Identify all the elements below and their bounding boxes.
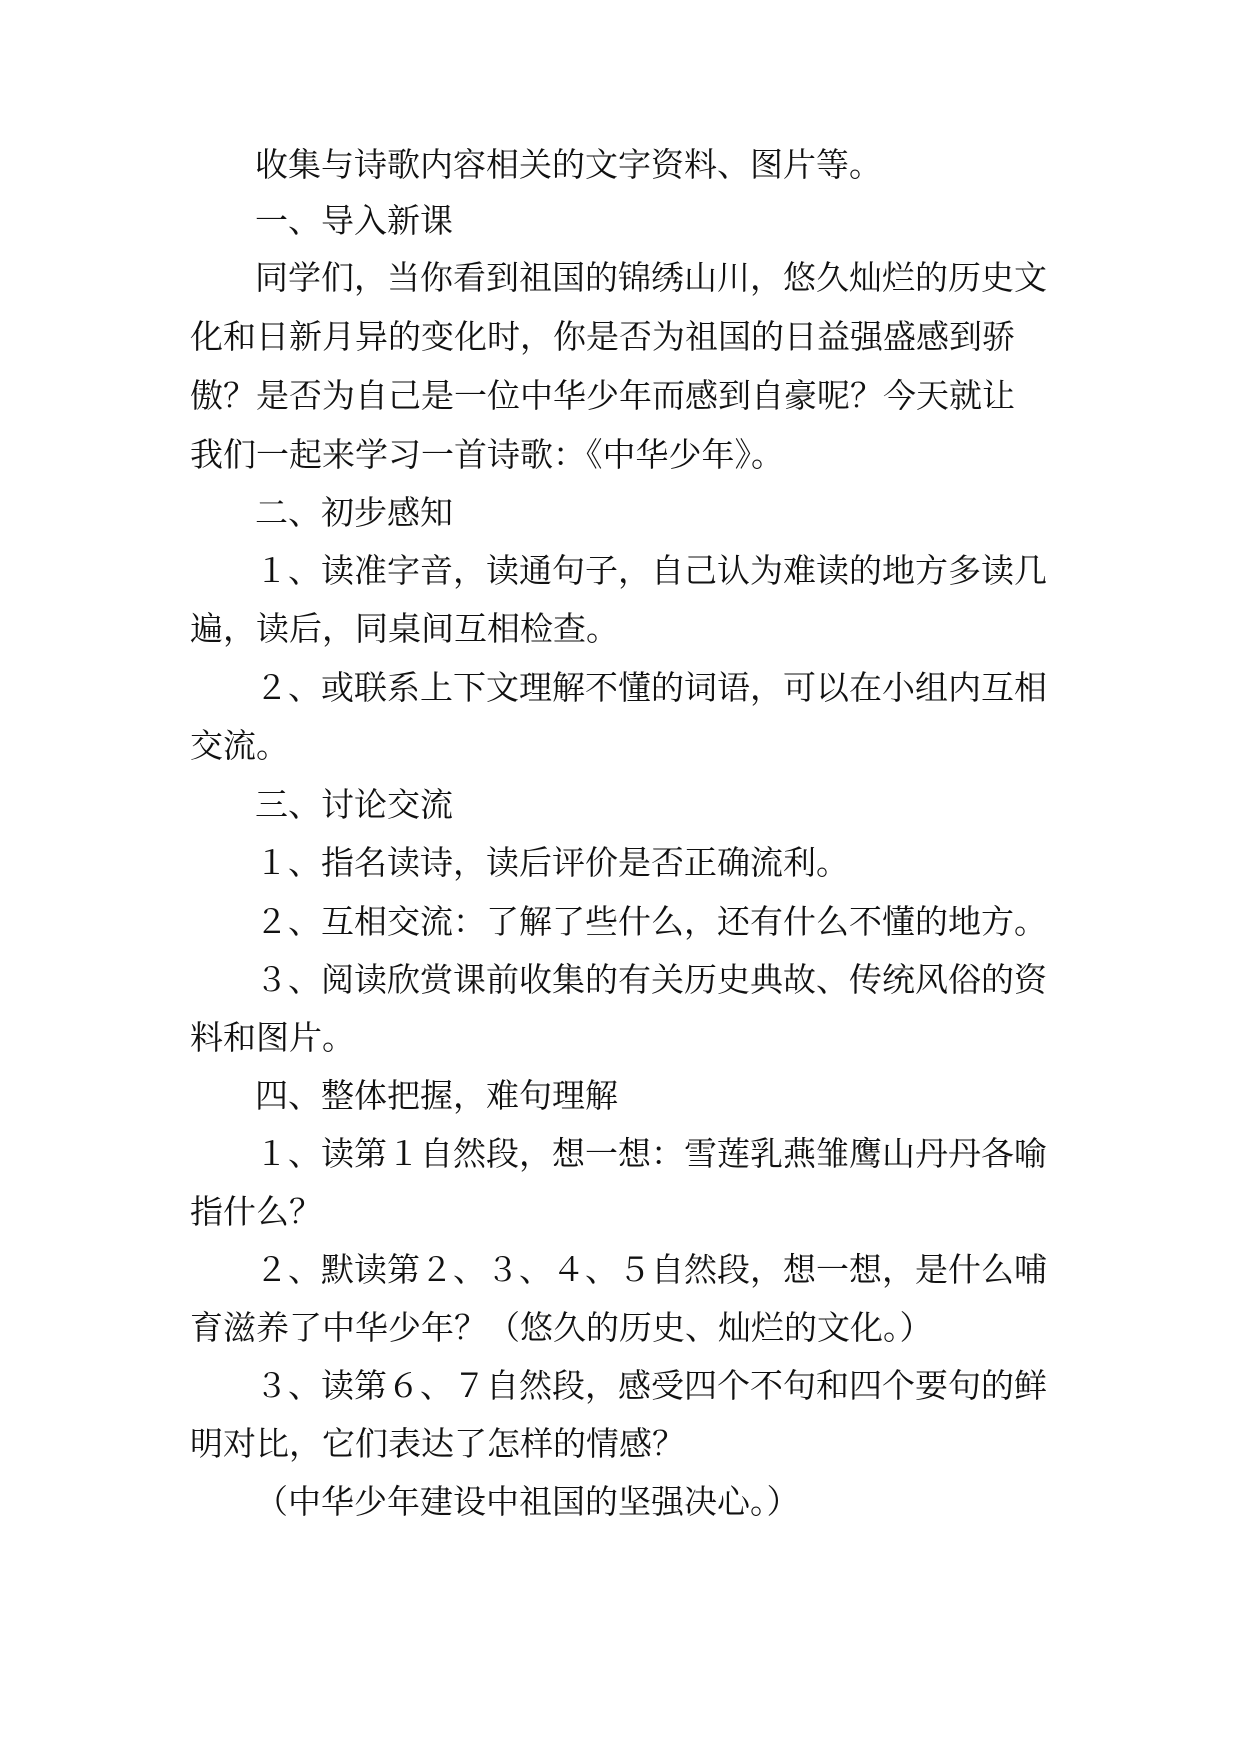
paragraph-line-11: 交流。 xyxy=(190,726,289,765)
paragraph-line-10: ２、或联系上下文理解不懂的词语，可以在小组内互相 xyxy=(255,668,1047,707)
paragraph-line-1: 收集与诗歌内容相关的文字资料、图片等。 xyxy=(255,145,882,184)
section-heading-1: 一、导入新课 xyxy=(255,201,453,240)
section-heading-3: 三、讨论交流 xyxy=(255,785,453,824)
paragraph-line-15: ３、阅读欣赏课前收集的有关历史典故、传统风俗的资 xyxy=(255,960,1047,999)
paragraph-line-18: １、读第１自然段，想一想：雪莲乳燕雏鹰山丹丹各喻 xyxy=(255,1134,1047,1173)
section-heading-4: 四、整体把握，难句理解 xyxy=(255,1076,618,1115)
paragraph-line-3: 同学们，当你看到祖国的锦绣山川，悠久灿烂的历史文 xyxy=(255,258,1047,297)
paragraph-line-6: 我们一起来学习一首诗歌：《中华少年》。 xyxy=(190,435,784,474)
paragraph-line-14: ２、互相交流：了解了些什么，还有什么不懂的地方。 xyxy=(255,902,1047,941)
paragraph-line-8: １、读准字音，读通句子，自己认为难读的地方多读几 xyxy=(255,551,1047,590)
paragraph-line-24: （中华少年建设中祖国的坚强决心。） xyxy=(255,1482,800,1521)
paragraph-line-16: 料和图片。 xyxy=(190,1018,355,1057)
paragraph-line-22: ３、读第６、７自然段，感受四个不句和四个要句的鲜 xyxy=(255,1366,1047,1405)
paragraph-line-21: 育滋养了中华少年？（悠久的历史、灿烂的文化。） xyxy=(190,1308,933,1347)
paragraph-line-13: １、指名读诗，读后评价是否正确流利。 xyxy=(255,843,849,882)
paragraph-line-9: 遍，读后，同桌间互相检查。 xyxy=(190,609,619,648)
section-heading-2: 二、初步感知 xyxy=(255,493,453,532)
paragraph-line-23: 明对比，它们表达了怎样的情感？ xyxy=(190,1424,685,1463)
paragraph-line-20: ２、默读第２、３、４、５自然段，想一想，是什么哺 xyxy=(255,1250,1047,1289)
paragraph-line-19: 指什么？ xyxy=(190,1192,322,1231)
paragraph-line-4: 化和日新月异的变化时，你是否为祖国的日益强盛感到骄 xyxy=(190,317,1015,356)
paragraph-line-5: 傲？是否为自己是一位中华少年而感到自豪呢？今天就让 xyxy=(190,376,1015,415)
